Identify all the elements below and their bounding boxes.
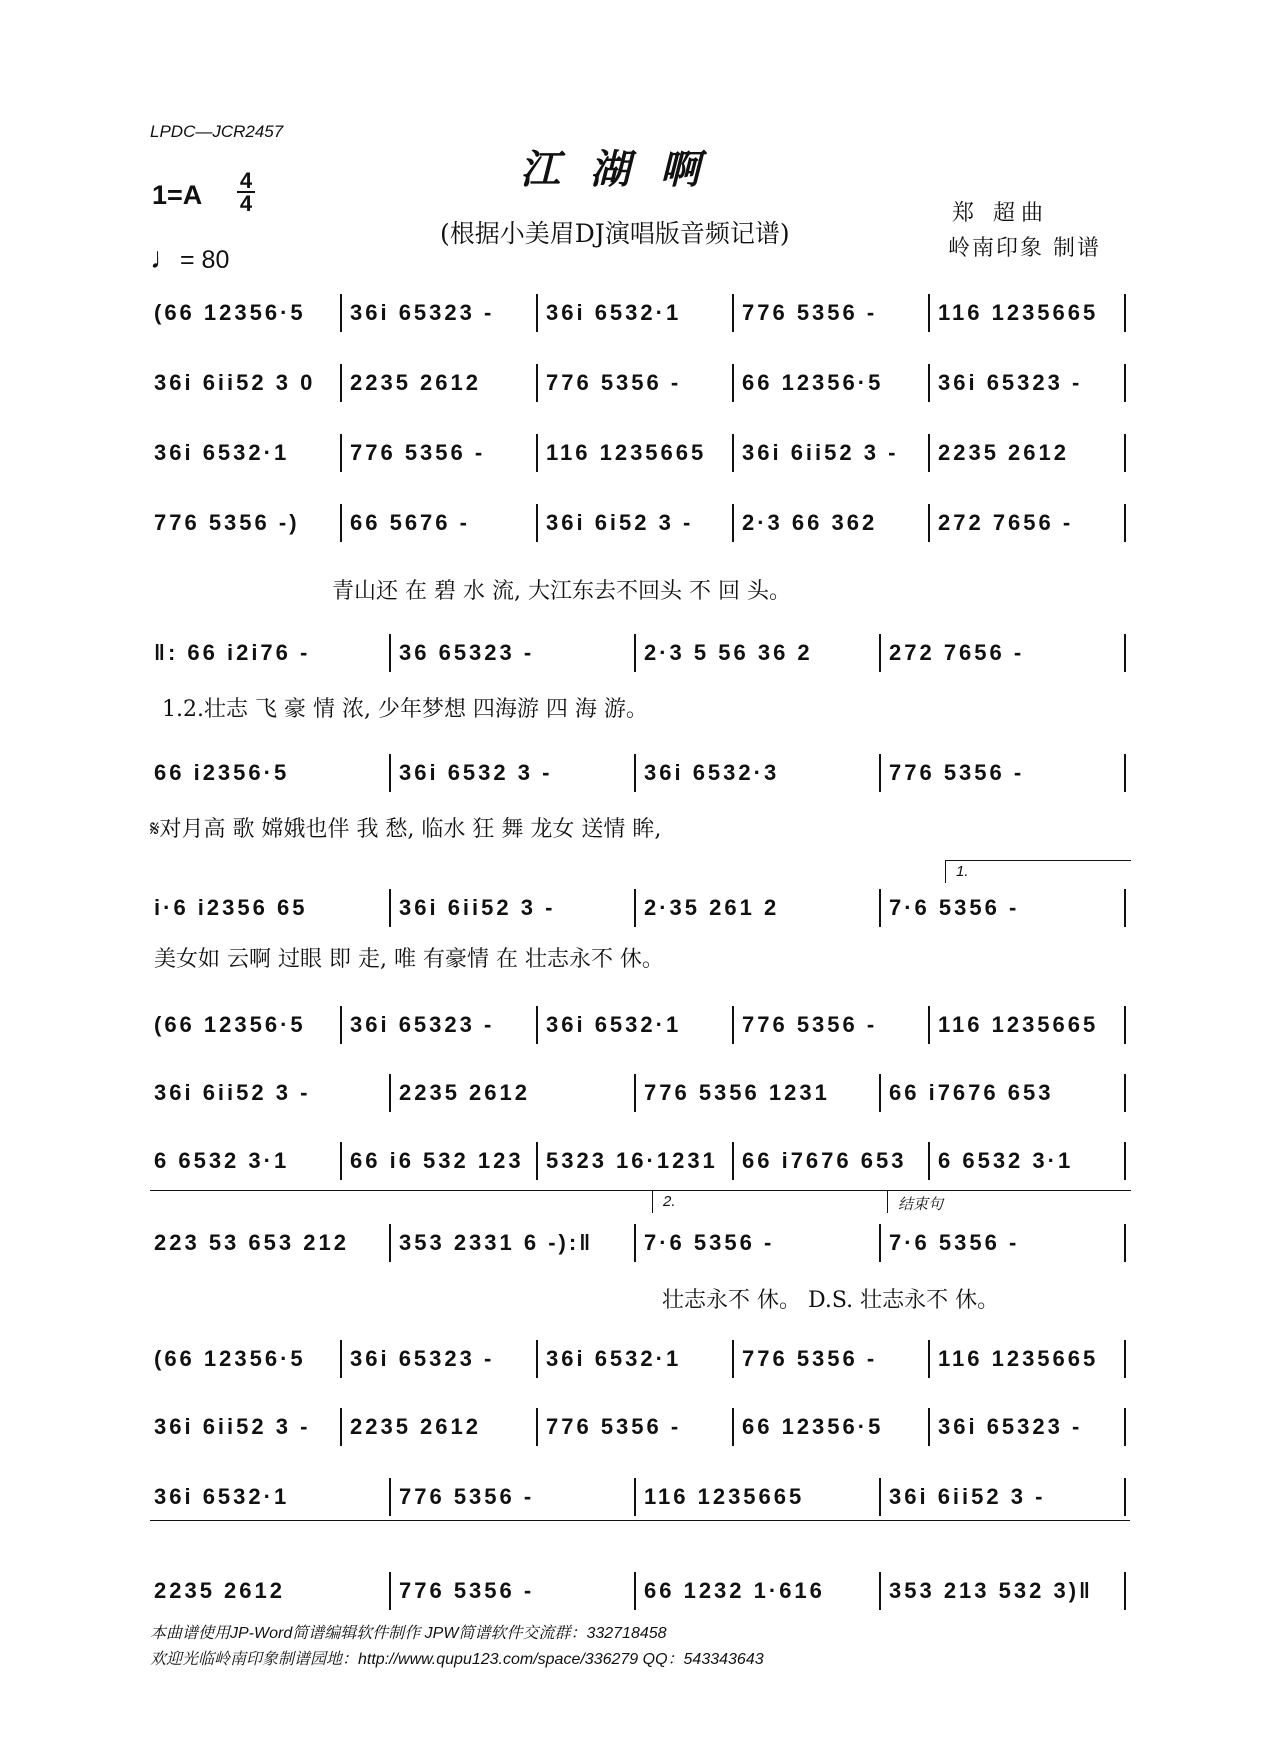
measure: 116 1235665 bbox=[938, 1012, 1099, 1037]
time-signature bbox=[236, 170, 256, 214]
measure: 36i 65323 - bbox=[350, 1346, 495, 1371]
footer-line-1: 本曲谱使用JP-Word简谱编辑软件制作 JPW简谱软件交流群：332718458 bbox=[150, 1625, 667, 1642]
measure: 36i 65323 - bbox=[350, 300, 495, 325]
measure: 36i 6532·1 bbox=[546, 1012, 682, 1037]
music-row bbox=[150, 1012, 1130, 1068]
score-title: 江湖啊 bbox=[520, 146, 730, 193]
barline bbox=[340, 1408, 342, 1446]
measure: 776 5356 - bbox=[889, 760, 1025, 785]
measure: 66 i7676 653 bbox=[742, 1148, 907, 1173]
music-row bbox=[150, 440, 1130, 496]
music-row bbox=[150, 1346, 1130, 1402]
composer-credit: 郑 超曲 bbox=[952, 201, 1049, 226]
measure: 66 5676 - bbox=[350, 510, 470, 535]
volta-2 bbox=[652, 1190, 888, 1213]
music-row bbox=[150, 640, 1130, 696]
measure: 66 i7676 653 bbox=[889, 1080, 1054, 1105]
footer-line-2: 欢迎光临岭南印象制谱园地：http://www.qupu123.com/space/336279 QQ：543343643 bbox=[150, 1651, 764, 1668]
lyric-text: 青山还 在 碧 水 流, 大江东去不回头 不 回 头。 bbox=[332, 579, 791, 604]
barline bbox=[536, 1408, 538, 1446]
barline bbox=[1124, 1572, 1126, 1610]
barline bbox=[536, 1006, 538, 1044]
barline bbox=[389, 1074, 391, 1112]
barline bbox=[879, 889, 881, 927]
tempo-value: = 80 bbox=[180, 246, 230, 274]
measure: (66 12356·5 bbox=[154, 1346, 306, 1371]
music-row bbox=[150, 1230, 1130, 1286]
measure: 66 i2356·5 bbox=[154, 760, 290, 785]
barline bbox=[634, 889, 636, 927]
measure: 66 1232 1·616 bbox=[644, 1578, 825, 1603]
measure: 36i 6532·1 bbox=[154, 440, 290, 465]
measure: 7·6 5356 - bbox=[644, 1230, 775, 1255]
barline bbox=[732, 1408, 734, 1446]
measure: 116 1235665 bbox=[644, 1484, 805, 1509]
lyric-text: 壮志永不 休。 D.S. 壮志永不 休。 bbox=[662, 1288, 1000, 1313]
measure: 2·3 5 56 36 2 bbox=[644, 640, 813, 665]
barline bbox=[536, 364, 538, 402]
measure: 36i 6532·3 bbox=[644, 760, 780, 785]
measure: 36i 6ii52 3 - bbox=[399, 895, 556, 920]
measure: 776 5356 - bbox=[399, 1484, 535, 1509]
barline bbox=[732, 364, 734, 402]
barline bbox=[928, 504, 930, 542]
measure: 116 1235665 bbox=[938, 300, 1099, 325]
barline bbox=[389, 1572, 391, 1610]
coda-ending bbox=[887, 1190, 1131, 1213]
measure: 36i 6532·1 bbox=[154, 1484, 290, 1509]
measure: 36i 6ii52 3 - bbox=[889, 1484, 1046, 1509]
barline bbox=[340, 294, 342, 332]
barline bbox=[340, 1142, 342, 1180]
measure: (66 12356·5 bbox=[154, 1012, 306, 1037]
barline bbox=[1124, 1478, 1126, 1516]
ending-label: 结束句 bbox=[898, 1196, 944, 1213]
barline bbox=[340, 434, 342, 472]
barline bbox=[536, 504, 538, 542]
barline bbox=[732, 1006, 734, 1044]
measure: 776 5356 - bbox=[546, 370, 682, 395]
measure: 36i 6i52 3 - bbox=[546, 510, 694, 535]
music-row bbox=[150, 370, 1130, 426]
barline bbox=[536, 294, 538, 332]
measure: 776 5356 - bbox=[742, 1012, 878, 1037]
measure: 36i 6532·1 bbox=[546, 1346, 682, 1371]
barline bbox=[879, 1572, 881, 1610]
measure: 2235 2612 bbox=[350, 1414, 481, 1439]
measure: 36i 65323 - bbox=[938, 1414, 1083, 1439]
barline bbox=[1124, 364, 1126, 402]
barline bbox=[928, 1142, 930, 1180]
key-signature: 1=A bbox=[152, 180, 203, 210]
measure: 36 65323 - bbox=[399, 640, 535, 665]
measure: 36i 6ii52 3 - bbox=[154, 1080, 311, 1105]
barline bbox=[1124, 1074, 1126, 1112]
barline bbox=[389, 889, 391, 927]
barline bbox=[340, 504, 342, 542]
measure: 36i 6ii52 3 - bbox=[154, 1414, 311, 1439]
measure: 2·35 261 2 bbox=[644, 895, 780, 920]
measure: 116 1235665 bbox=[546, 440, 707, 465]
measure: 36i 6532 3 - bbox=[399, 760, 553, 785]
measure: 66 i6 532 123 bbox=[350, 1148, 524, 1173]
measure: ‖: 66 i2i76 - bbox=[154, 640, 311, 665]
measure: 776 5356 - bbox=[399, 1578, 535, 1603]
quarter-note-icon: ♩ bbox=[150, 242, 180, 275]
music-row bbox=[150, 1080, 1130, 1136]
barline bbox=[1124, 1142, 1126, 1180]
measure: 66 12356·5 bbox=[742, 370, 884, 395]
barline bbox=[1124, 754, 1126, 792]
barline bbox=[928, 364, 930, 402]
barline bbox=[389, 1478, 391, 1516]
time-top: 4 bbox=[239, 168, 253, 193]
music-row bbox=[150, 1484, 1130, 1540]
measure: 776 5356 - bbox=[350, 440, 486, 465]
barline bbox=[732, 434, 734, 472]
barline bbox=[389, 1224, 391, 1262]
measure: 2235 2612 bbox=[350, 370, 481, 395]
barline bbox=[634, 1074, 636, 1112]
measure: 5323 16·1231 bbox=[546, 1148, 718, 1173]
barline bbox=[1124, 434, 1126, 472]
barline bbox=[1124, 1224, 1126, 1262]
measure: 7·6 5356 - bbox=[889, 1230, 1020, 1255]
barline bbox=[536, 434, 538, 472]
music-row bbox=[150, 1414, 1130, 1470]
measure: 2235 2612 bbox=[154, 1578, 285, 1603]
barline bbox=[879, 1478, 881, 1516]
measure: 776 5356 - bbox=[546, 1414, 682, 1439]
lyric-text: 美女如 云啊 过眼 即 走, 唯 有豪情 在 壮志永不 休。 bbox=[154, 947, 664, 972]
barline bbox=[536, 1142, 538, 1180]
barline bbox=[389, 634, 391, 672]
system-line bbox=[150, 1520, 1130, 1521]
barline bbox=[634, 1224, 636, 1262]
barline bbox=[340, 1340, 342, 1378]
barline bbox=[928, 1006, 930, 1044]
measure: 2·3 66 362 bbox=[742, 510, 878, 535]
barline bbox=[879, 634, 881, 672]
barline bbox=[634, 634, 636, 672]
barline bbox=[340, 364, 342, 402]
barline bbox=[1124, 1340, 1126, 1378]
barline bbox=[879, 1074, 881, 1112]
barline bbox=[732, 504, 734, 542]
measure: 272 7656 - bbox=[938, 510, 1074, 535]
measure: 353 2331 6 -):‖ bbox=[399, 1230, 594, 1255]
barline bbox=[732, 294, 734, 332]
barline bbox=[928, 1340, 930, 1378]
barline bbox=[879, 754, 881, 792]
measure: 36i 65323 - bbox=[938, 370, 1083, 395]
music-row bbox=[150, 760, 1130, 816]
barline bbox=[389, 754, 391, 792]
measure: 7·6 5356 - bbox=[889, 895, 1020, 920]
barline bbox=[634, 1478, 636, 1516]
measure: 776 5356 - bbox=[742, 1346, 878, 1371]
measure: 36i 65323 - bbox=[350, 1012, 495, 1037]
barline bbox=[340, 1006, 342, 1044]
barline bbox=[928, 1408, 930, 1446]
music-row bbox=[150, 510, 1130, 566]
measure: 36i 6532·1 bbox=[546, 300, 682, 325]
barline bbox=[1124, 294, 1126, 332]
measure: 6 6532 3·1 bbox=[154, 1148, 290, 1173]
barline bbox=[928, 434, 930, 472]
barline bbox=[1124, 504, 1126, 542]
lyric-text: 1.2.壮志 飞 豪 情 浓, 少年梦想 四海游 四 海 游。 bbox=[162, 697, 648, 722]
measure: 776 5356 1231 bbox=[644, 1080, 830, 1105]
lyric-text: 𝄋对月高 歌 嫦娥也伴 我 愁, 临水 狂 舞 龙女 送情 眸, bbox=[150, 817, 662, 842]
barline bbox=[1124, 634, 1126, 672]
measure: 36i 6ii52 3 - bbox=[742, 440, 899, 465]
measure: 223 53 653 212 bbox=[154, 1230, 349, 1255]
barline bbox=[1124, 889, 1126, 927]
measure: 2235 2612 bbox=[938, 440, 1069, 465]
barline bbox=[1124, 1006, 1126, 1044]
barline bbox=[732, 1340, 734, 1378]
time-bottom: 4 bbox=[239, 191, 253, 216]
barline bbox=[879, 1224, 881, 1262]
measure: 776 5356 -) bbox=[154, 510, 300, 535]
barline bbox=[732, 1142, 734, 1180]
barline bbox=[1124, 1408, 1126, 1446]
barline bbox=[634, 1572, 636, 1610]
volta-1 bbox=[945, 860, 1131, 883]
arranger-credit: 岭南印象 制谱 bbox=[948, 236, 1101, 261]
measure: 36i 6ii52 3 0 bbox=[154, 370, 316, 395]
barline bbox=[928, 294, 930, 332]
measure: 272 7656 - bbox=[889, 640, 1025, 665]
measure: 2235 2612 bbox=[399, 1080, 530, 1105]
score-subtitle: (根据小美眉DJ演唱版音频记谱) bbox=[440, 219, 790, 248]
barline bbox=[536, 1340, 538, 1378]
measure: 776 5356 - bbox=[742, 300, 878, 325]
measure: i·6 i2356 65 bbox=[154, 895, 308, 920]
volta-label: 1. bbox=[956, 863, 969, 880]
measure: 353 213 532 3)‖ bbox=[889, 1578, 1093, 1603]
volta-label: 2. bbox=[663, 1193, 676, 1210]
measure: 6 6532 3·1 bbox=[938, 1148, 1074, 1173]
score-code: LPDC—JCR2457 bbox=[150, 122, 284, 141]
tempo-marking bbox=[150, 242, 229, 276]
barline bbox=[634, 754, 636, 792]
measure: 116 1235665 bbox=[938, 1346, 1099, 1371]
measure: (66 12356·5 bbox=[154, 300, 306, 325]
music-row bbox=[150, 300, 1130, 356]
measure: 66 12356·5 bbox=[742, 1414, 884, 1439]
